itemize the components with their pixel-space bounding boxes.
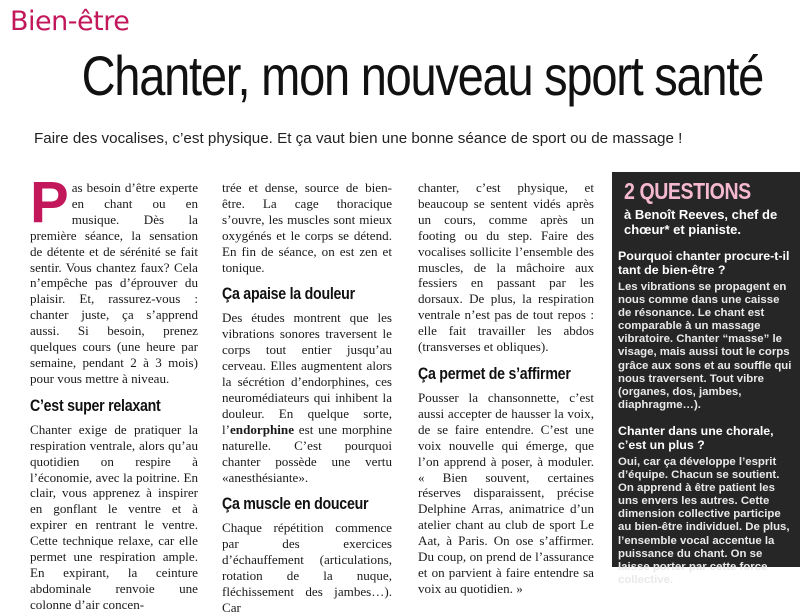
paragraph-muscle: Chaque répétition commence par des exercices d’échauffement (articulations, rotation de la nuque, fléchissement des jambes…). Car — [222, 520, 392, 615]
sidebar-answer-1: Les vibrations se propagent en nous comme dans une caisse de résonance. Le chant est comparable à un massage vibratoire. Chanter “masse” le visage, mais aussi tout le corps grâce aux sons et au souffle qui nous traversent. Tout vibre (organes, dos, jambes, diaphragme…). — [618, 281, 792, 411]
paragraph-douleur — [222, 310, 392, 485]
headline: Chanter, mon nouveau sport santé — [81, 44, 764, 107]
subhead-muscle: Ça muscle en douceur — [222, 495, 369, 514]
sidebar-answer-2: Oui, car ça développe l’esprit d’équipe. Chacun se soutient. On apprend à être patient les uns envers les autres. Cette dimension collective participe au bien-être individuel. De plus, l’ensemble vocal accentue la puissance du chant. On se laisse porter par cette force collective. — [618, 455, 790, 586]
paragraph-affirmer: Pousser la chansonnette, c’est aussi accepter de hausser la voix, de se faire entendre. C’est une voix nouvelle qui émerge, que l’on apprend à poser, à moduler. « Bien souvent, certaines réserves disparaissent, précise Delphine Arras, animatrice d’un atelier chant au club de sport Le Aat, à Paris. On ose s’affirmer. Du coup, on prend de l’assurance et on parvient à faire entendre sa voix au quotidien. » — [418, 389, 594, 596]
article-column-1 — [30, 170, 198, 613]
sidebar-question-1: Pourquoi chanter procure-t-il tant de bien-être ? — [618, 249, 790, 277]
keyword-endorphine: endorphine — [230, 421, 295, 437]
subhead-affirmer: Ça permet de s’affirmer — [418, 364, 571, 383]
sidebar-subtitle: à Benoît Reeves, chef de chœur* et pianiste. — [624, 207, 778, 237]
douleur-text-a: Des études montrent que les vibrations sonores traversent le corps tout entier jusqu’au cerveau. Elles augmentent alors la sécrétion d’endorphines, ces neuromédiateurs qui inhibent la douleur. En quelque sorte, l’ — [222, 310, 392, 437]
subhead-relaxant: C’est super relaxant — [30, 396, 161, 415]
section-rubric: Bien-être — [10, 6, 130, 37]
paragraph-continuation: trée et dense, source de bien-être. La cage thoracique s’ouvre, les muscles sont mieux oxygénés et le corps se détend. En fin de séance, on est zen et tonique. — [222, 180, 392, 275]
subhead-douleur: Ça apaise la douleur — [222, 285, 355, 304]
sidebar-title: 2 QUESTIONS — [624, 178, 751, 204]
article-column-3 — [418, 180, 594, 597]
article-column-2 — [222, 180, 392, 616]
paragraph-physique: chanter, c’est physique, et beaucoup se sentent vidés après un cours, comme après un footing ou du step. Faire des vocalises sollicite l’ensemble des muscles, de la mâchoire aux fessiers en passant par les dorsaux. De plus, la respiration ventrale n’est pas de tout repos : elle fait travailler les abdos (transverses et obliques). — [418, 180, 594, 355]
drop-cap: P — [30, 170, 69, 235]
douleur-text-b: est une morphine naturelle. C’est pourquoi chanter possède une vertu «anesthésiante». — [222, 421, 392, 485]
sidebar-interview — [612, 172, 800, 586]
intro-paragraph: as besoin d’être experte en chant ou en musique. Dès la première séance, la sensation de détente et de sérénité se fait sentir. Vous chantez faux? Cela n’empêche pas d’éprouver du plaisir. Et, rassurez-vous : chanter juste, ça s’apprend aussi. Si besoin, prenez quelques cours (une heure par semaine, pendant 2 à 3 mois) pour vous mettre à niveau. — [30, 180, 198, 386]
sidebar-question-2: Chanter dans une chorale, c’est un plus ? — [618, 423, 774, 452]
standfirst: Faire des vocalises, c’est physique. Et ça vaut bien une bonne séance de sport ou de massage ! — [34, 130, 683, 147]
paragraph-relaxant: Chanter exige de pratiquer la respiration ventrale, alors qu’au quotidien on respire à l’économie, avec la poitrine. En clair, vous apprenez à inspirer en gonflant le ventre et à expirer en rentrant le ventre. Cette technique relaxe, car elle permet une respiration ample. En expirant, la ceinture abdominale renvoie une colonne d’air concen- — [30, 421, 198, 612]
